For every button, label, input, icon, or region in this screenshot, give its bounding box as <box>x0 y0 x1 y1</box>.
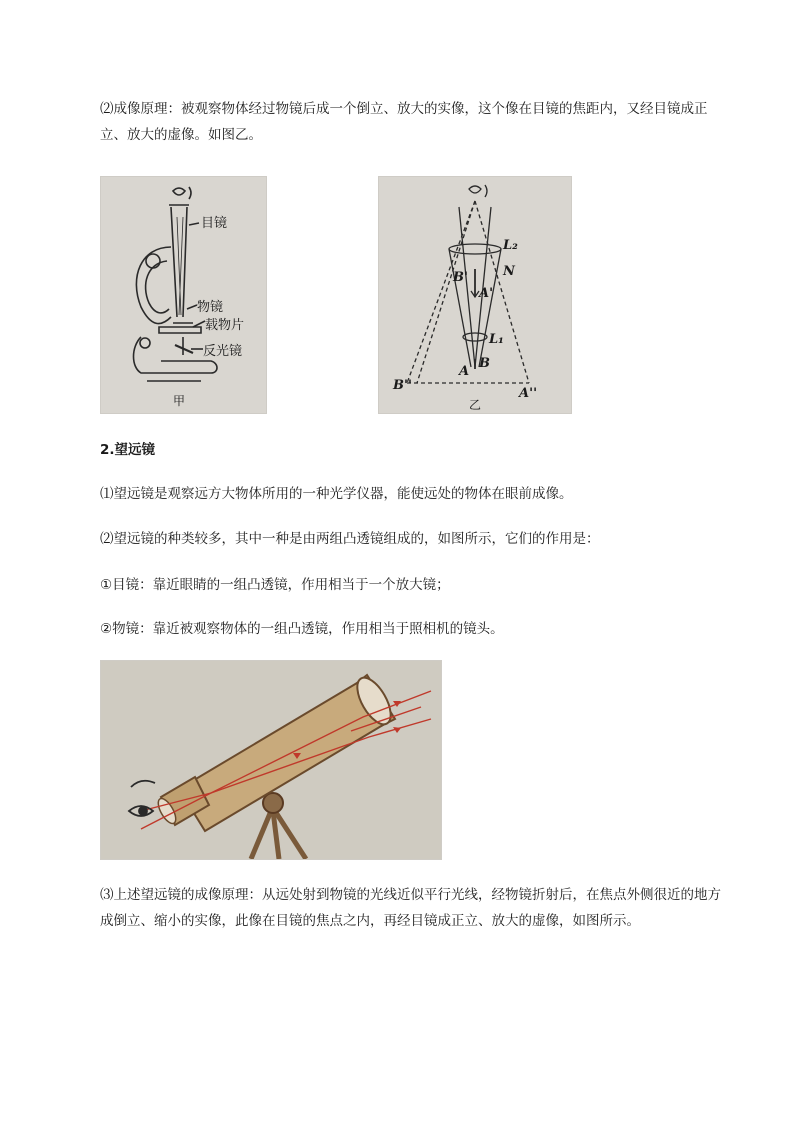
stage <box>159 327 201 333</box>
label-N: N <box>503 264 515 279</box>
telescope-item-1: ⑴望远镜是观察远方大物体所用的一种光学仪器，能使远处的物体在眼前成像。 <box>100 486 573 502</box>
imaging-principle-paragraph: ⑵成像原理：被观察物体经过物镜后成一个倒立、放大的实像，这个像在目镜的焦距内，又经目镜成正立、放大的虚像。如图乙。 <box>100 101 708 143</box>
mirror <box>175 345 193 353</box>
tripod <box>251 811 306 859</box>
microscope-figure-jia <box>100 176 267 414</box>
label-A: A <box>459 364 470 379</box>
lens-L1 <box>463 333 487 341</box>
figure-caption-jia: 甲 <box>173 394 186 408</box>
telescope-figure <box>100 660 442 860</box>
ray-diagram <box>379 177 571 413</box>
label-slide: 载物片 <box>205 318 245 333</box>
ray-diagram-figure-yi <box>378 176 572 414</box>
telescope-item-3: ⑶上述望远镜的成像原理：从远处射到物镜的光线近似平行光线，经物镜折射后，在焦点外侧很近的地方成倒立、缩小的实像，此像在目镜的焦点之内，再经目镜成正立、放大的虚像，如图所示。 <box>100 887 721 929</box>
eyepiece-role: ①目镜：靠近眼睛的一组凸透镜，作用相当于一个放大镜； <box>100 577 450 593</box>
label-A-double-prime: A'' <box>519 386 538 401</box>
label-B-prime: B' <box>453 270 468 285</box>
label-mirror: 反光镜 <box>203 344 243 359</box>
telescope-diagram <box>101 661 441 859</box>
tripod-mount <box>263 793 283 813</box>
eye-icon <box>469 186 481 193</box>
figure-caption-yi: 乙 <box>469 398 482 412</box>
telescope-heading: 2.望远镜 <box>100 442 156 458</box>
eye-icon <box>173 188 185 195</box>
eye-icon <box>129 781 155 816</box>
label-L2: L₂ <box>503 238 518 253</box>
label-eyepiece: 目镜 <box>201 216 228 231</box>
label-A-prime: A' <box>479 286 494 301</box>
telescope-item-2: ⑵望远镜的种类较多，其中一种是由两组凸透镜组成的，如图所示，它们的作用是： <box>100 531 600 547</box>
label-objective: 物镜 <box>197 300 224 315</box>
label-B: B <box>479 356 490 371</box>
objective-role: ②物镜：靠近被观察物体的一组凸透镜，作用相当于照相机的镜头。 <box>100 621 504 637</box>
label-B-double-prime: B'' <box>393 378 412 393</box>
label-L1: L₁ <box>489 332 504 347</box>
microscope-diagram <box>101 177 266 413</box>
